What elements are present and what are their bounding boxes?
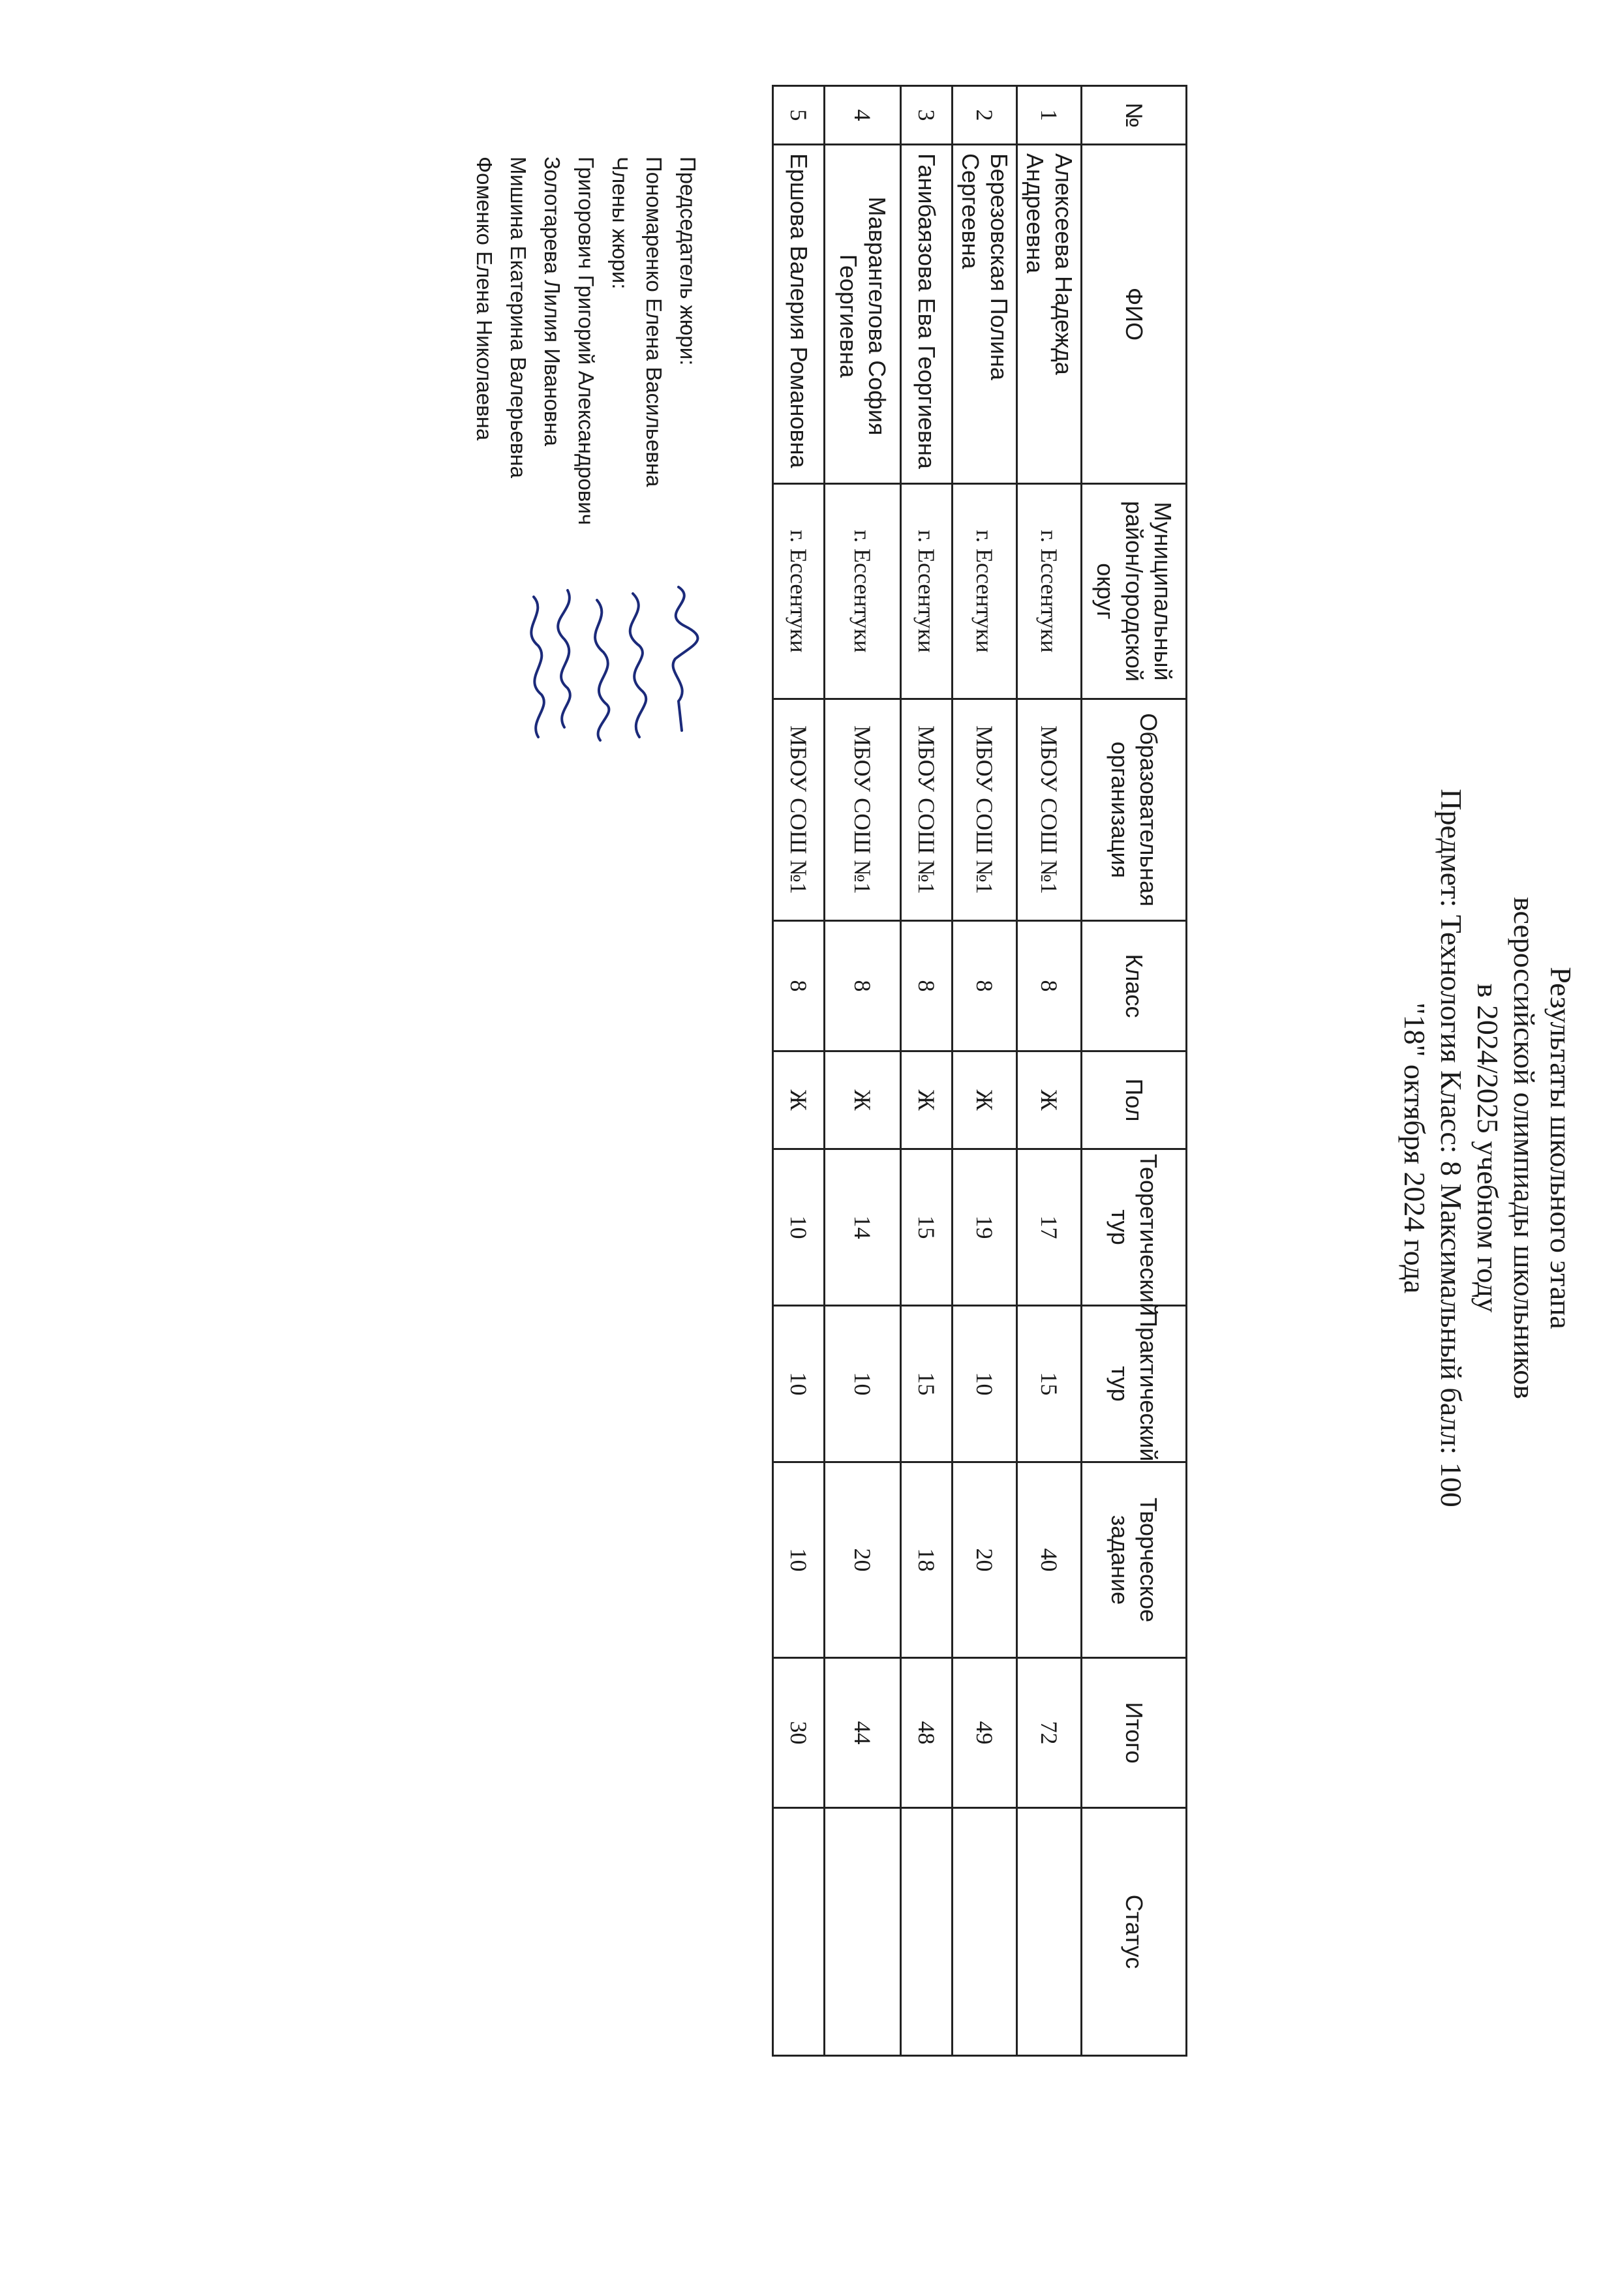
cell-fio: Ганибаязова Ева Георгиевна — [901, 145, 953, 484]
cell-grade: 8 — [773, 921, 825, 1051]
cell-district: г. Ессентуки — [1017, 484, 1082, 699]
cell-practice: 10 — [773, 1306, 825, 1462]
cell-org: МБОУ СОШ №1 — [773, 699, 825, 921]
cell-org: МБОУ СОШ №1 — [825, 699, 901, 921]
col-header-creative: Творческое задание — [1082, 1462, 1187, 1658]
cell-org: МБОУ СОШ №1 — [901, 699, 953, 921]
signature-member — [595, 600, 609, 740]
cell-practice: 10 — [825, 1306, 901, 1462]
cell-district: г. Ессентуки — [901, 484, 953, 699]
jury-chair-label: Председатель жюри: — [676, 157, 700, 366]
col-header-district: Муниципальный район/городской округ — [1082, 484, 1187, 699]
col-header-num: № — [1082, 86, 1187, 145]
cell-total: 49 — [953, 1658, 1017, 1808]
cell-status — [773, 1808, 825, 2056]
cell-status — [1017, 1808, 1082, 2056]
cell-sex: Ж — [825, 1051, 901, 1149]
heading-year: в 2024/2025 учебном году — [1471, 983, 1504, 1313]
cell-practice: 15 — [1017, 1306, 1082, 1462]
cell-creative: 40 — [1017, 1462, 1082, 1658]
col-header-fio: ФИО — [1082, 145, 1187, 484]
cell-theory: 19 — [953, 1149, 1017, 1306]
cell-theory: 14 — [825, 1149, 901, 1306]
cell-grade: 8 — [901, 921, 953, 1051]
table-row — [825, 86, 901, 2056]
cell-status — [825, 1808, 901, 2056]
cell-theory: 15 — [901, 1149, 953, 1306]
cell-total: 30 — [773, 1658, 825, 1808]
jury-signatures — [515, 574, 705, 822]
heading-date: "18" октября 2024 года — [1398, 1002, 1431, 1294]
cell-num: 4 — [825, 86, 901, 145]
signature-member — [630, 594, 647, 737]
jury-members-label: Члены жюри: — [608, 157, 632, 290]
cell-grade: 8 — [825, 921, 901, 1051]
cell-total: 72 — [1017, 1658, 1082, 1808]
col-header-sex: Пол — [1082, 1051, 1187, 1149]
col-header-org: Образовательная организация — [1082, 699, 1187, 921]
table-row — [1017, 86, 1082, 2056]
jury-member: Мишина Екатерина Валерьевна — [506, 157, 530, 478]
heading-subject: Предмет: Технология Класс: 8 Максимальный балл: 100 — [1435, 789, 1468, 1507]
cell-org: МБОУ СОШ №1 — [1017, 699, 1082, 921]
jury-block — [467, 157, 705, 525]
col-header-practice: Практический тур — [1082, 1306, 1187, 1462]
table-row — [953, 86, 1017, 2056]
cell-practice: 15 — [901, 1306, 953, 1462]
heading-olympiad: всероссийской олимпиады школьников — [1508, 897, 1541, 1399]
results-table — [772, 85, 1187, 2057]
signature-chair — [673, 587, 698, 731]
cell-sex: Ж — [1017, 1051, 1082, 1149]
cell-district: г. Ессентуки — [825, 484, 901, 699]
cell-sex: Ж — [901, 1051, 953, 1149]
jury-member: Григорович Григорий Александрович — [574, 157, 598, 525]
cell-org: МБОУ СОШ №1 — [953, 699, 1017, 921]
cell-sex: Ж — [953, 1051, 1017, 1149]
cell-district: г. Ессентуки — [953, 484, 1017, 699]
col-header-total: Итого — [1082, 1658, 1187, 1808]
cell-status — [901, 1808, 953, 2056]
jury-member: Золотарева Лилия Ивановна — [540, 157, 564, 447]
cell-theory: 10 — [773, 1149, 825, 1306]
cell-district: г. Ессентуки — [773, 484, 825, 699]
cell-fio: Ершова Валерия Романовна — [773, 145, 825, 484]
cell-creative: 20 — [953, 1462, 1017, 1658]
col-header-theory: Теоретический тур — [1082, 1149, 1187, 1306]
heading-title: Результаты школьного этапа — [1544, 967, 1578, 1329]
cell-creative: 10 — [773, 1462, 825, 1658]
cell-num: 3 — [901, 86, 953, 145]
cell-grade: 8 — [1017, 921, 1082, 1051]
col-header-status: Статус — [1082, 1808, 1187, 2056]
cell-practice: 10 — [953, 1306, 1017, 1462]
cell-creative: 20 — [825, 1462, 901, 1658]
document-heading — [1396, 0, 1579, 2296]
table-row — [773, 86, 825, 2056]
cell-num: 5 — [773, 86, 825, 145]
signature-member — [531, 597, 544, 737]
cell-theory: 17 — [1017, 1149, 1082, 1306]
col-header-grade: Класс — [1082, 921, 1187, 1051]
signature-member — [558, 590, 570, 727]
cell-creative: 18 — [901, 1462, 953, 1658]
cell-total: 48 — [901, 1658, 953, 1808]
cell-num: 1 — [1017, 86, 1082, 145]
cell-sex: Ж — [773, 1051, 825, 1149]
cell-fio: Березовская Полина Сергеевна — [953, 145, 1017, 484]
table-header-row — [1082, 86, 1187, 2056]
jury-member: Фоменко Елена Николаевна — [472, 157, 496, 441]
table-row — [901, 86, 953, 2056]
cell-num: 2 — [953, 86, 1017, 145]
cell-status — [953, 1808, 1017, 2056]
cell-total: 44 — [825, 1658, 901, 1808]
cell-fio: Маврангелова София Георгиевна — [825, 145, 901, 484]
cell-fio: Алексеева Надежда Андреевна — [1017, 145, 1082, 484]
cell-grade: 8 — [953, 921, 1017, 1051]
jury-chair-name: Пономаренко Елена Васильевна — [642, 157, 666, 487]
